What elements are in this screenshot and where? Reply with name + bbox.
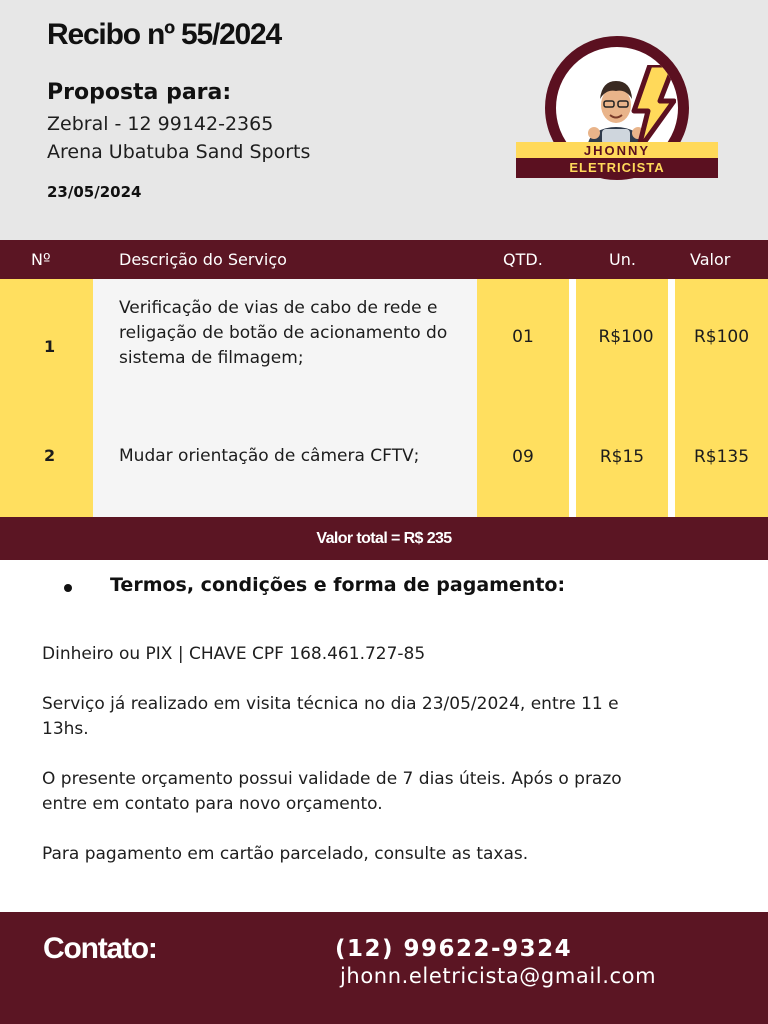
contact-phone: (12) 99622-9324 — [335, 936, 573, 962]
row-quantity: 09 — [512, 447, 534, 467]
value-column — [675, 279, 768, 517]
document-date: 23/05/2024 — [47, 183, 142, 201]
row-value: R$135 — [693, 447, 750, 467]
contact-email: jhonn.eletricista@gmail.com — [340, 964, 657, 988]
header-number: Nº — [31, 250, 51, 269]
bullet-icon — [64, 584, 72, 592]
unit-price-column — [576, 279, 668, 517]
total-value: Valor total = R$ 235 — [0, 517, 768, 560]
contact-label: Contato: — [43, 932, 157, 965]
contact-footer — [0, 912, 768, 1024]
client-company: Arena Ubatuba Sand Sports — [47, 141, 311, 163]
row-quantity: 01 — [512, 327, 534, 347]
row-value: R$100 — [693, 327, 750, 347]
row-description: Mudar orientação de câmera CFTV; — [119, 446, 420, 466]
row-number: 2 — [44, 446, 56, 465]
terms-heading: Termos, condições e forma de pagamento: — [110, 574, 566, 596]
lightning-bolt-icon — [630, 65, 676, 151]
proposal-label: Proposta para: — [47, 80, 232, 105]
row-unit-price: R$15 — [599, 447, 645, 467]
header-value: Valor — [690, 250, 731, 269]
logo-profession: ELETRICISTA — [569, 160, 665, 175]
card-payment-note: Para pagamento em cartão parcelado, consulte as taxas. — [42, 844, 529, 864]
validity-note: O presente orçamento possui validade de 7 dias úteis. Após o prazo entre em contato para novo orçamento. — [42, 769, 622, 814]
company-logo — [514, 36, 720, 182]
receipt-title: Recibo nº 55/2024 — [47, 18, 282, 51]
document-header — [0, 0, 768, 240]
row-unit-price: R$100 — [598, 327, 654, 347]
payment-method: Dinheiro ou PIX | CHAVE CPF 168.461.727-85 — [42, 644, 426, 664]
logo-name: JHONNY — [516, 143, 718, 158]
number-column — [0, 279, 93, 517]
header-description: Descrição do Serviço — [119, 250, 287, 269]
row-description: Verificação de vias de cabo de rede e religação de botão de acionamento do sistema de filmagem; — [119, 298, 448, 368]
service-note: Serviço já realizado em visita técnica no dia 23/05/2024, entre 11 e 13hs. — [42, 694, 619, 739]
client-contact: Zebral - 12 99142-2365 — [47, 113, 274, 135]
header-unit-price: Un. — [609, 250, 636, 269]
row-number: 1 — [44, 337, 56, 356]
logo-banner — [516, 142, 718, 178]
quantity-column — [477, 279, 569, 517]
table-header — [0, 240, 768, 279]
header-quantity: QTD. — [503, 250, 543, 269]
